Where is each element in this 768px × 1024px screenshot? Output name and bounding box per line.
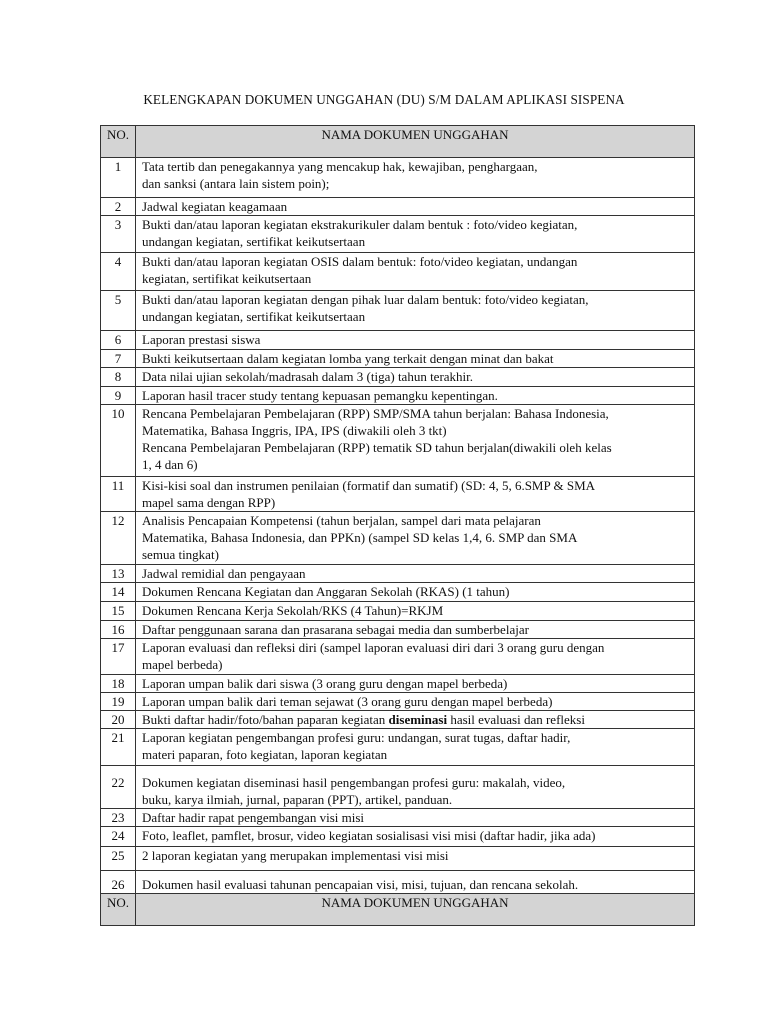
- row-number: 13: [101, 565, 136, 583]
- row-document-name: Laporan hasil tracer study tentang kepuasan pemangku kepentingan.: [136, 387, 695, 405]
- row-document-name: Laporan prestasi siswa: [136, 331, 695, 350]
- row-document-name: Tata tertib dan penegakannya yang mencakup hak, kewajiban, penghargaan, dan sanksi (antara lain sistem poin);: [136, 158, 695, 198]
- table-row: [101, 693, 695, 711]
- row-number: 25: [101, 847, 136, 871]
- row-document-name: Foto, leaflet, pamflet, brosur, video kegiatan sosialisasi visi misi (daftar hadir, jika ada): [136, 827, 695, 847]
- row-document-name: Bukti dan/atau laporan kegiatan dengan pihak luar dalam bentuk: foto/video kegiatan, undangan kegiatan, sertifikat keikutsertaan: [136, 291, 695, 331]
- table-row: [101, 331, 695, 350]
- table-row: [101, 291, 695, 331]
- table-row: [101, 158, 695, 198]
- table-row: [101, 639, 695, 675]
- table-row: [101, 809, 695, 827]
- row-number: 24: [101, 827, 136, 847]
- row-document-name: Dokumen Rencana Kegiatan dan Anggaran Sekolah (RKAS) (1 tahun): [136, 583, 695, 602]
- row-text-bold: diseminasi: [388, 712, 448, 727]
- row-document-name: Analisis Pencapaian Kompetensi (tahun berjalan, sampel dari mata pelajaran Matematika, Bahasa Indonesia, dan PPKn) (sampel SD kelas 1,4, 6. SMP dan SMA semua tingkat): [136, 512, 695, 565]
- row-number: 1: [101, 158, 136, 198]
- table-row: [101, 729, 695, 766]
- page-title: KELENGKAPAN DOKUMEN UNGGAHAN (DU) S/M DALAM APLIKASI SISPENA: [143, 92, 625, 107]
- table-row: [101, 512, 695, 565]
- table-row: [101, 602, 695, 621]
- row-number: 26: [101, 871, 136, 894]
- table-row: [101, 766, 695, 809]
- table-header-row: [101, 126, 695, 158]
- row-document-name: Laporan kegiatan pengembangan profesi guru: undangan, surat tugas, daftar hadir, materi paparan, foto kegiatan, laporan kegiatan: [136, 729, 695, 766]
- table-row: [101, 711, 695, 729]
- row-number: 19: [101, 693, 136, 711]
- table-row: [101, 477, 695, 512]
- row-document-name: Bukti dan/atau laporan kegiatan ekstrakurikuler dalam bentuk : foto/video kegiatan, undangan kegiatan, sertifikat keikutsertaan: [136, 216, 695, 253]
- footer-no: NO.: [101, 894, 136, 926]
- row-document-name: Dokumen hasil evaluasi tahunan pencapaian visi, misi, tujuan, dan rencana sekolah.: [136, 871, 695, 894]
- table-row: [101, 387, 695, 405]
- table-row: [101, 198, 695, 216]
- row-number: 7: [101, 350, 136, 368]
- row-document-name: Bukti dan/atau laporan kegiatan OSIS dalam bentuk: foto/video kegiatan, undangan kegiatan, sertifikat keikutsertaan: [136, 253, 695, 291]
- table-row: [101, 621, 695, 639]
- row-number: 20: [101, 711, 136, 729]
- row-document-name: Laporan evaluasi dan refleksi diri (sampel laporan evaluasi diri dari 3 orang guru dengan mapel berbeda): [136, 639, 695, 675]
- row-number: 16: [101, 621, 136, 639]
- header-no: NO.: [101, 126, 136, 158]
- document-table: [100, 125, 695, 926]
- table-row: [101, 847, 695, 871]
- row-document-name: Dokumen Rencana Kerja Sekolah/RKS (4 Tahun)=RKJM: [136, 602, 695, 621]
- row-document-name: Dokumen kegiatan diseminasi hasil pengembangan profesi guru: makalah, video, buku, karya ilmiah, jurnal, paparan (PPT), artikel, panduan.: [136, 766, 695, 809]
- footer-name: NAMA DOKUMEN UNGGAHAN: [136, 894, 695, 926]
- row-text-part: hasil evaluasi dan refleksi: [447, 712, 585, 727]
- row-document-name: Jadwal remidial dan pengayaan: [136, 565, 695, 583]
- table-row: [101, 565, 695, 583]
- row-number: 11: [101, 477, 136, 512]
- table-row: [101, 871, 695, 894]
- row-document-name: 2 laporan kegiatan yang merupakan implementasi visi misi: [136, 847, 695, 871]
- row-number: 12: [101, 512, 136, 565]
- row-number: 15: [101, 602, 136, 621]
- row-number: 5: [101, 291, 136, 331]
- row-document-name: Daftar hadir rapat pengembangan visi misi: [136, 809, 695, 827]
- table-row: [101, 350, 695, 368]
- table-row: [101, 216, 695, 253]
- table-row: [101, 827, 695, 847]
- row-document-name: Daftar penggunaan sarana dan prasarana sebagai media dan sumberbelajar: [136, 621, 695, 639]
- row-text-part: Bukti daftar hadir/foto/bahan paparan kegiatan: [142, 712, 389, 727]
- row-number: 22: [101, 766, 136, 809]
- row-number: 21: [101, 729, 136, 766]
- table-row: [101, 583, 695, 602]
- row-number: 2: [101, 198, 136, 216]
- row-number: 3: [101, 216, 136, 253]
- row-number: 4: [101, 253, 136, 291]
- row-document-name: Data nilai ujian sekolah/madrasah dalam 3 (tiga) tahun terakhir.: [136, 368, 695, 387]
- row-number: 8: [101, 368, 136, 387]
- header-name: NAMA DOKUMEN UNGGAHAN: [136, 126, 695, 158]
- row-number: 9: [101, 387, 136, 405]
- row-number: 10: [101, 405, 136, 477]
- table-row: [101, 368, 695, 387]
- table-footer-row: [101, 894, 695, 926]
- row-document-name: Kisi-kisi soal dan instrumen penilaian (formatif dan sumatif) (SD: 4, 5, 6.SMP & SMA mapel sama dengan RPP): [136, 477, 695, 512]
- table-row: [101, 675, 695, 693]
- table-row: [101, 253, 695, 291]
- row-document-name: Laporan umpan balik dari siswa (3 orang guru dengan mapel berbeda): [136, 675, 695, 693]
- row-document-name: Jadwal kegiatan keagamaan: [136, 198, 695, 216]
- row-document-name: [136, 711, 695, 729]
- row-number: 17: [101, 639, 136, 675]
- row-document-name: Bukti keikutsertaan dalam kegiatan lomba yang terkait dengan minat dan bakat: [136, 350, 695, 368]
- row-document-name: Rencana Pembelajaran Pembelajaran (RPP) SMP/SMA tahun berjalan: Bahasa Indonesia, Matematika, Bahasa Inggris, IPA, IPS (diwakili oleh 3 tkt) Rencana Pembelajaran Pembelajaran (RPP) tematik SD tahun berjalan(diwakili oleh kelas 1, 4 dan 6): [136, 405, 695, 477]
- row-number: 14: [101, 583, 136, 602]
- table-row: [101, 405, 695, 477]
- row-number: 18: [101, 675, 136, 693]
- row-number: 23: [101, 809, 136, 827]
- row-number: 6: [101, 331, 136, 350]
- row-document-name: Laporan umpan balik dari teman sejawat (3 orang guru dengan mapel berbeda): [136, 693, 695, 711]
